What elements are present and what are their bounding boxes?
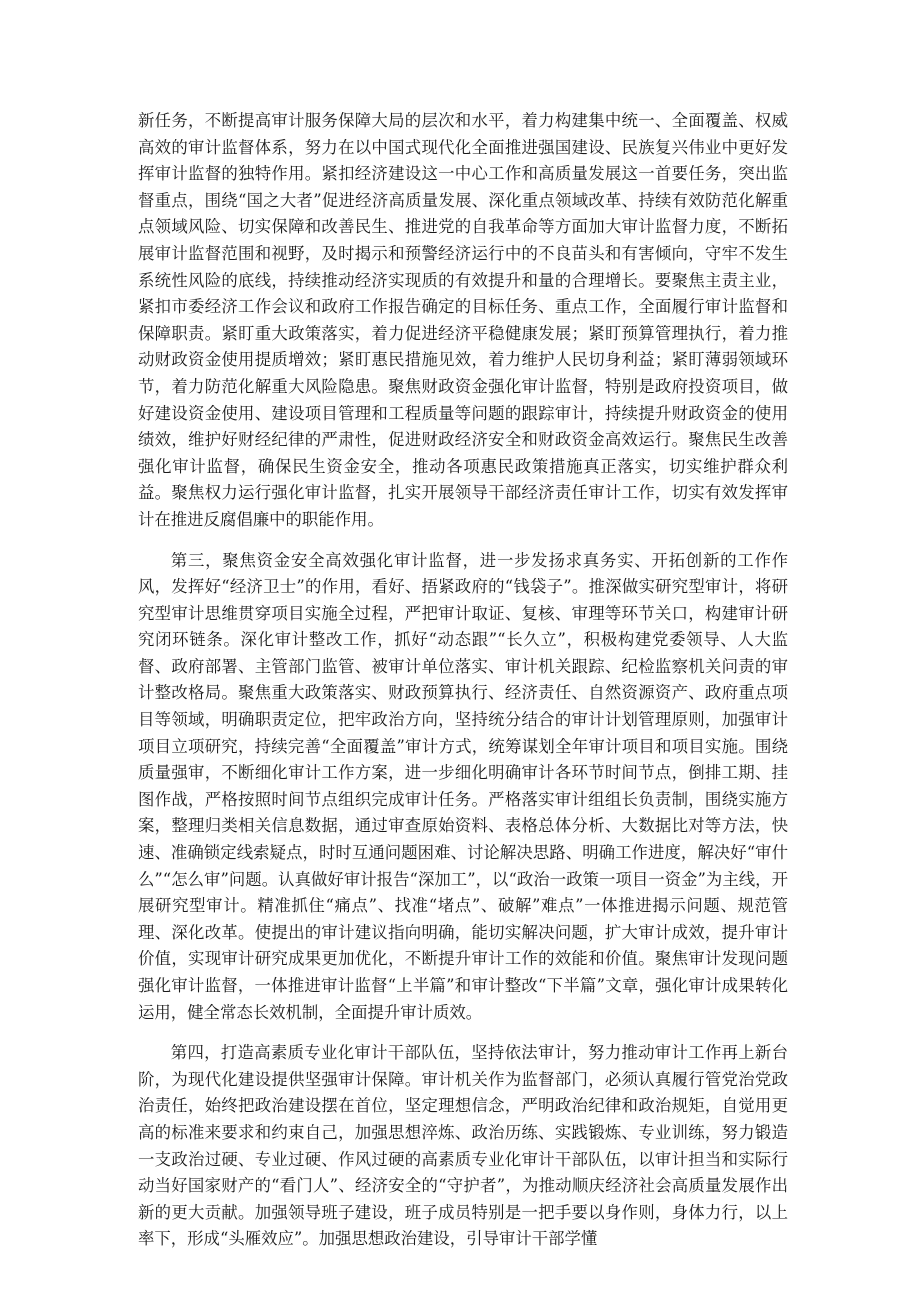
paragraph-3: 第四，打造高素质专业化审计干部队伍，坚持依法审计，努力推动审计工作再上新台阶，为现代化建设提供坚强审计保障。审计机关作为监督部门，必须认真履行管党治党政治责任，始终把政治建设摆在首位，坚定理想信念，严明政治纪律和政治规矩，自觉用更高的标准来要求和约束自己，加强思想淬炼、政治历练、实践锻炼、专业训练，努力锻造一支政治过硬、专业过硬、作风过硬的高素质专业化审计干部队伍，以审计担当和实际行动当好国家财产的“看门人”、经济安全的“守护者”，为推动顺庆经济社会高质量发展作出新的更大贡献。加强领导班子建设，班子成员特别是一把手要以身作则，身体力行，以上率下，形成“头雁效应”。加强思想政治建设，引导审计干部学懂 [138,1043,788,1249]
paragraph-1: 新任务，不断提高审计服务保障大局的层次和水平，着力构建集中统一、全面覆盖、权威高效的审计监督体系，努力在以中国式现代化全面推进强国建设、民族复兴伟业中更好发挥审计监督的独特作用。紧扣经济建设这一中心工作和高质量发展这一首要任务，突出监督重点，围绕“国之大者”促进经济高质量发展、深化重点领域改革、持续有效防范化解重点领域风险、切实保障和改善民生、推进党的自我革命等方面加大审计监督力度，不断拓展审计监督范围和视野，及时揭示和预警经济运行中的不良苗头和有害倾向，守牢不发生系统性风险的底线，持续推动经济实现质的有效提升和量的合理增长。要聚焦主责主业，紧扣市委经济工作会议和政府工作报告确定的目标任务、重点工作，全面履行审计监督和保障职责。紧盯重大政策落实，着力促进经济平稳健康发展；紧盯预算管理执行，着力推动财政资金使用提质增效；紧盯惠民措施见效，着力维护人民切身利益；紧盯薄弱领域环节，着力防范化解重大风险隐患。聚焦财政资金强化审计监督，特别是政府投资项目，做好建设资金使用、建设项目管理和工程质量等问题的跟踪审计，持续提升财政资金的使用绩效，维护好财经纪律的严肃性，促进财政经济安全和财政资金高效运行。聚焦民生改善强化审计监督，确保民生资金安全，推动各项惠民政策措施真正落实，切实维护群众利益。聚焦权力运行强化审计监督，扎实开展领导干部经济责任审计工作，切实有效发挥审计在推进反腐倡廉中的职能作用。 [138,111,788,529]
document-body [138,108,788,1253]
paragraph-2: 第三，聚焦资金安全高效强化审计监督，进一步发扬求真务实、开拓创新的工作作风，发挥好“经济卫士”的作用，看好、捂紧政府的“钱袋子”。推深做实研究型审计，将研究型审计思维贯穿项目实施全过程，严把审计取证、复核、审理等环节关口，构建审计研究闭环链条。深化审计整改工作，抓好“动态跟”“长久立”，积极构建党委领导、人大监督、政府部署、主管部门监管、被审计单位落实、审计机关跟踪、纪检监察机关问责的审计整改格局。聚焦重大政策落实、财政预算执行、经济责任、自然资源资产、政府重点项目等领域，明确职责定位，把牢政治方向，坚持统分结合的审计计划管理原则，加强审计项目立项研究，持续完善“全面覆盖”审计方式，统筹谋划全年审计项目和项目实施。围绕质量强审，不断细化审计工作方案，进一步细化明确审计各环节时间节点，倒排工期、挂图作战，严格按照时间节点组织完成审计任务。严格落实审计组组长负责制，围绕实施方案，整理归类相关信息数据，通过审查原始资料、表格总体分析、大数据比对等方法，快速、准确锁定线索疑点，时时互通问题困难、讨论解决思路、明确工作进度，解决好“审什么”“怎么审”问题。认真做好审计报告“深加工”，以“政治一政策一项目一资金”为主线，开展研究型审计。精准抓住“痛点”、找准“堵点”、破解”难点”一体推进揭示问题、规范管理、深化改革。使提出的审计建议指向明确，能切实解决问题，扩大审计成效，提升审计价值，实现审计研究成果更加优化，不断提升审计工作的效能和价值。聚焦审计发现问题强化审计监督，一体推进审计监督“上半篇”和审计整改“下半篇”文章，强化审计成果转化运用，健全常态长效机制，全面提升审计质效。 [138,550,788,1022]
